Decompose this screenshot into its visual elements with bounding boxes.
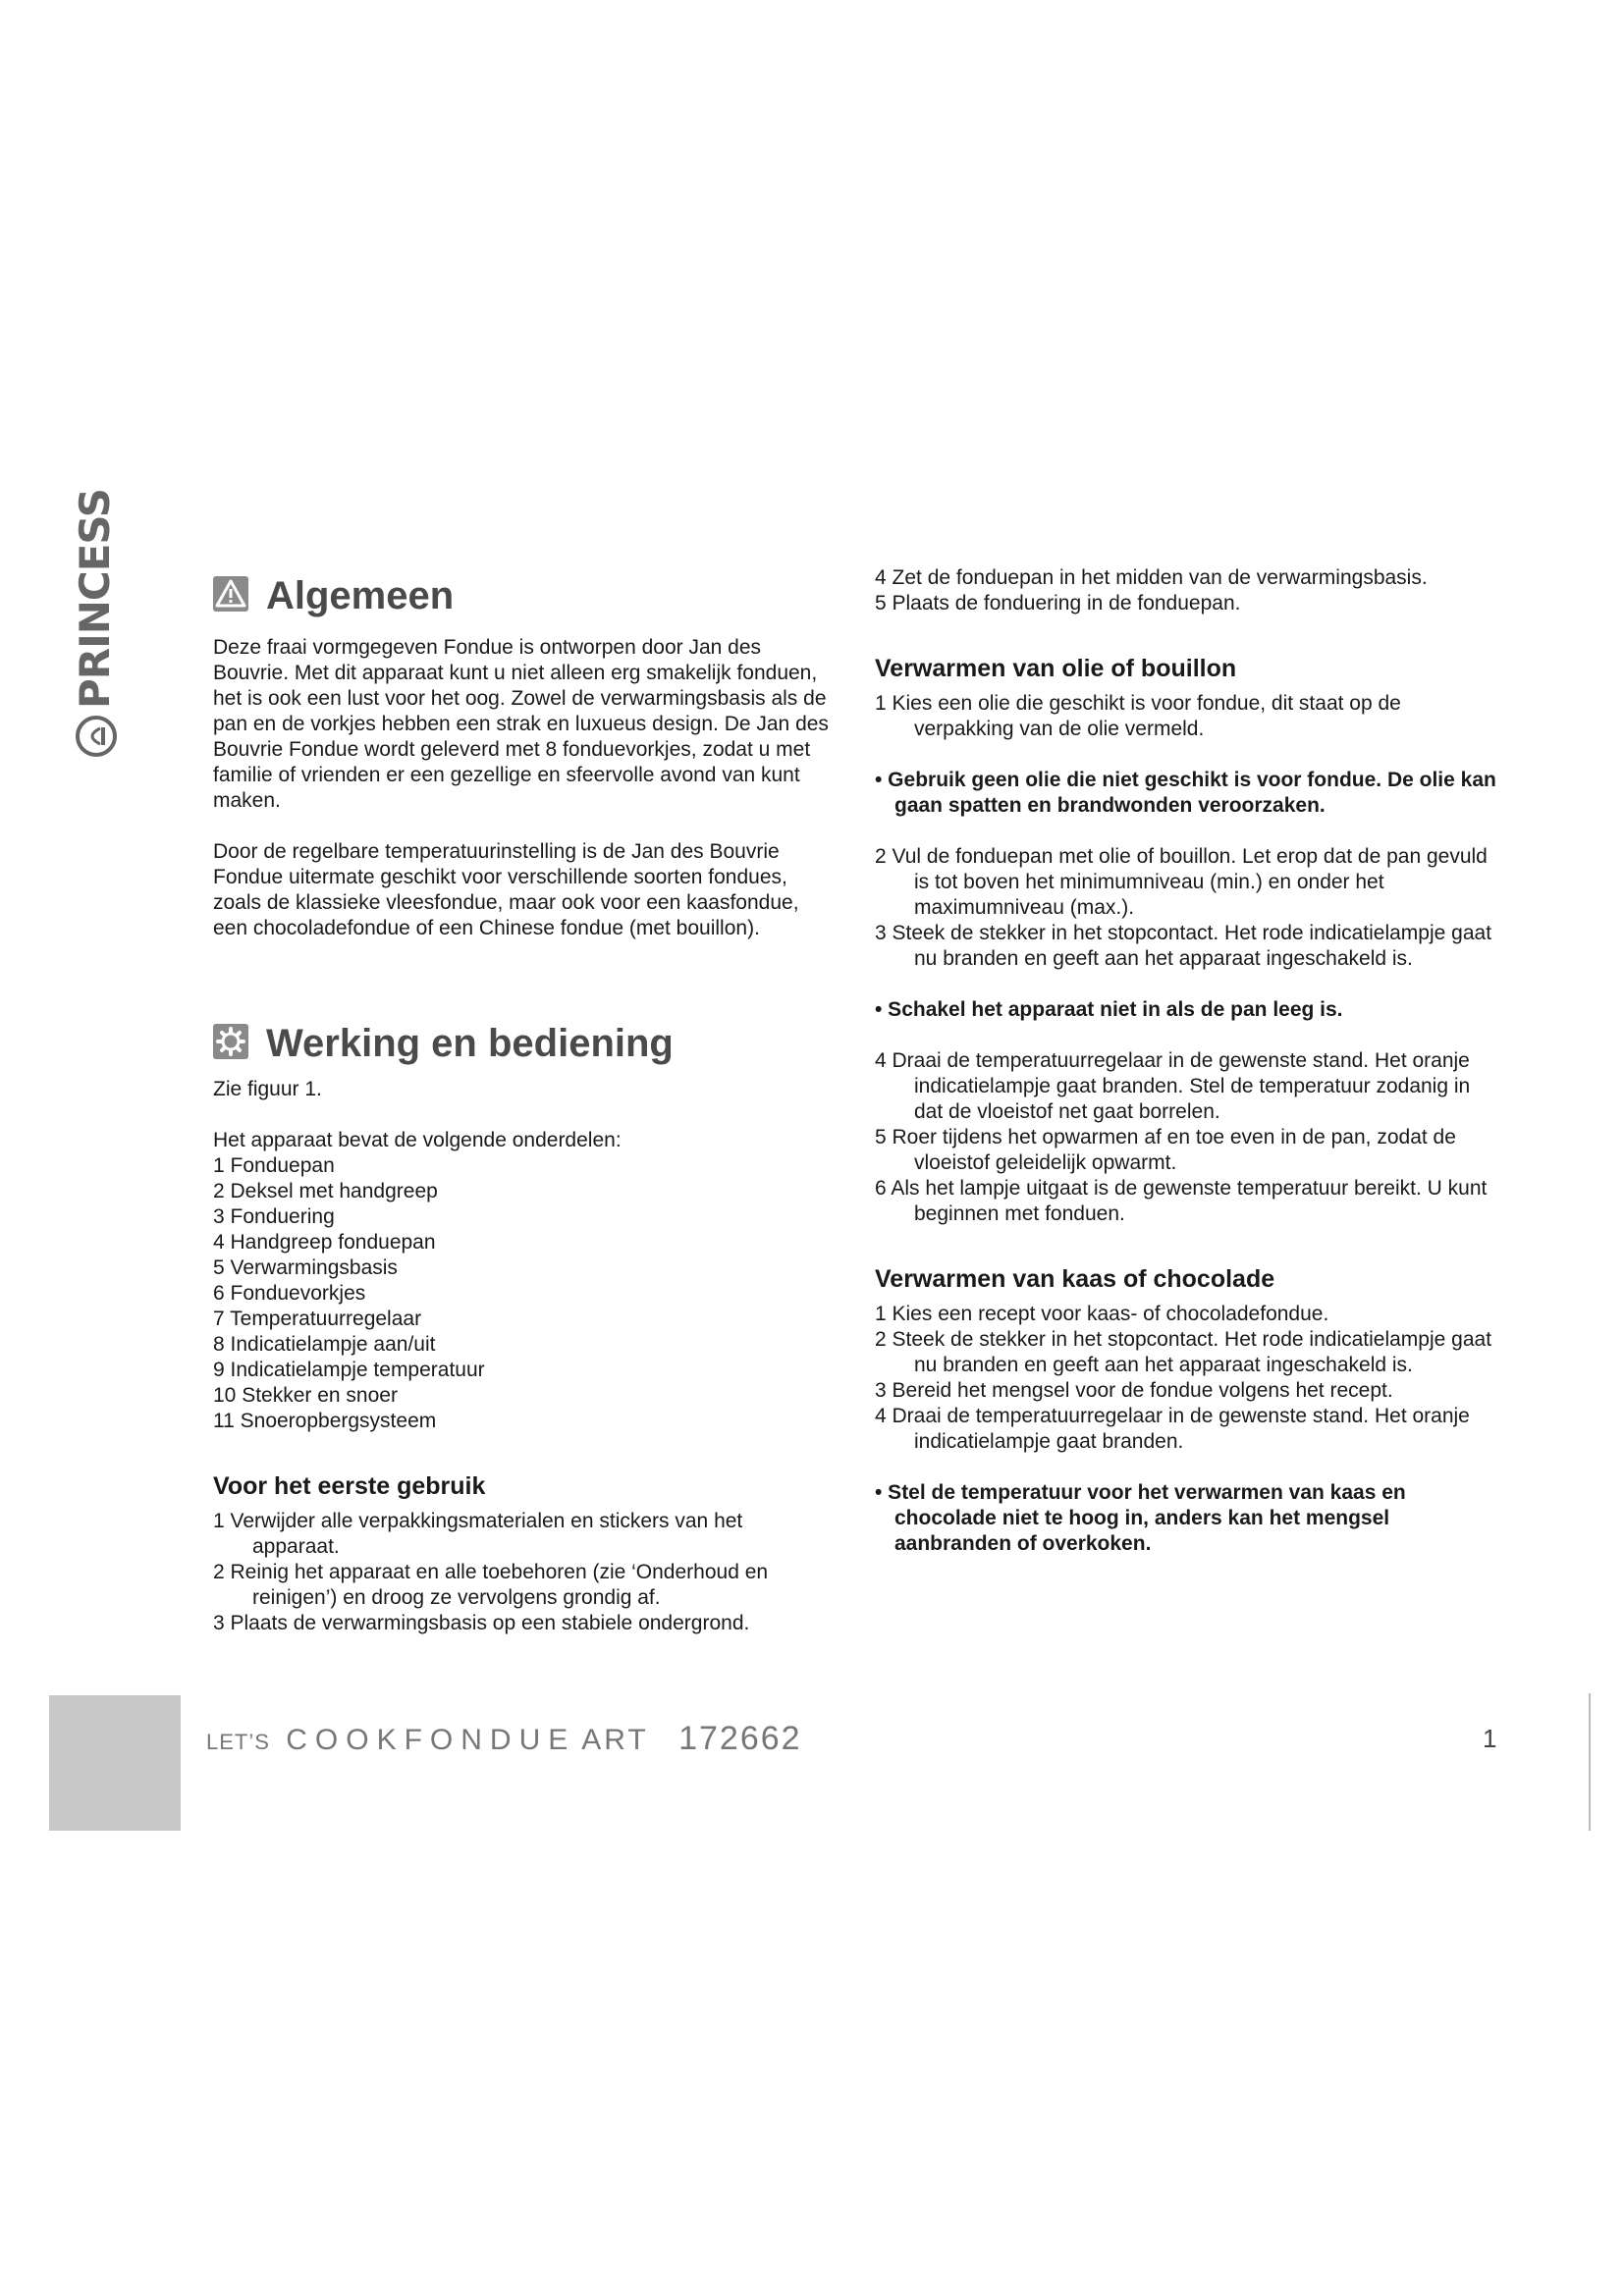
section-eerste-gebruik-title: Voor het eerste gebruik	[213, 1472, 486, 1500]
section-olie-title: Verwarmen van olie of bouillon	[875, 655, 1237, 682]
page-number: 1	[1483, 1724, 1497, 1753]
section-werking-heading	[213, 1022, 832, 1065]
list-item: 2 Vul de fonduepan met olie of bouillon. Let erop dat de pan gevuld is tot boven het minimumniveau (min.) en onder het maximumniveau (max.).	[875, 845, 1488, 919]
list-item: 5 Roer tijdens het opwarmen af en toe even in de pan, zodat de vloeistof geleidelijk opwarmt.	[875, 1126, 1456, 1174]
brand-logo	[71, 488, 179, 758]
list-item: 3 Steek de stekker in het stopcontact. Het rode indicatielampje gaat nu branden en geeft aan het apparaat ingeschakeld is.	[875, 922, 1492, 970]
warning-icon	[213, 576, 248, 612]
footer-gray-box	[49, 1695, 181, 1831]
olie-steps-3	[875, 1048, 1503, 1227]
olie-warning-1: • Gebruik geen olie die niet geschikt is voor fondue. De olie kan gaan spatten en brandwonden veroorzaken.	[875, 769, 1496, 817]
footer-cook: COOKFONDUE	[286, 1724, 576, 1756]
olie-step-1	[875, 691, 1503, 742]
algemeen-paragraph-2: Door de regelbare temperatuurinstelling is de Jan des Bouvrie Fondue uitermate geschikt voor verschillende soorten fondues, zoals de klassieke vleesfondue, maar ook voor een kaasfondue, een chocoladefondue of een Chinese fondue (met bouillon).	[213, 840, 799, 939]
list-item: 1 Kies een recept voor kaas- of chocoladefondue.	[875, 1303, 1329, 1325]
eerste-gebruik-steps	[213, 1509, 832, 1636]
list-item: 5 Plaats de fonduering in de fonduepan.	[875, 592, 1241, 614]
list-item: 1 Fonduepan	[213, 1154, 335, 1177]
list-item: 1 Verwijder alle verpakkingsmaterialen en stickers van het apparaat.	[213, 1510, 743, 1558]
section-algemeen-heading	[213, 574, 832, 617]
section-werking-title: Werking en bediening	[266, 1022, 674, 1065]
list-item: 4 Zet de fonduepan in het midden van de verwarmingsbasis.	[875, 566, 1428, 589]
brand-logo-text: PRINCESS	[71, 488, 119, 709]
list-item: 2 Deksel met handgreep	[213, 1180, 438, 1202]
list-item: 4 Handgreep fonduepan	[213, 1231, 436, 1254]
footer-divider	[1589, 1693, 1591, 1831]
parts-list	[213, 1153, 832, 1434]
footer-lets: LET’S	[206, 1730, 270, 1754]
list-item: 7 Temperatuurregelaar	[213, 1308, 422, 1330]
list-item: 4 Draai de temperatuurregelaar in de gewenste stand. Het oranje indicatielampje gaat branden.	[875, 1405, 1470, 1453]
list-item: 1 Kies een olie die geschikt is voor fondue, dit staat op de verpakking van de olie vermeld.	[875, 692, 1401, 740]
footer-title	[206, 1720, 802, 1758]
list-item: 3 Fonduering	[213, 1205, 335, 1228]
list-item: 4 Draai de temperatuurregelaar in de gewenste stand. Het oranje indicatielampje gaat branden. Stel de temperatuur zodanig in dat de vloeistof net gaat borrelen.	[875, 1049, 1471, 1123]
kaas-steps	[875, 1302, 1503, 1455]
olie-steps-2	[875, 844, 1503, 972]
olie-warning-2: • Schakel het apparaat niet in als de pan leeg is.	[875, 998, 1343, 1021]
section-algemeen-title: Algemeen	[266, 574, 455, 617]
right-column	[875, 565, 1503, 1557]
continued-steps	[875, 565, 1503, 616]
left-column	[213, 574, 832, 1636]
list-item: 6 Fonduevorkjes	[213, 1282, 366, 1305]
list-item: 11 Snoeropbergsysteem	[213, 1410, 437, 1432]
list-item: 2 Reinig het apparaat en alle toebehoren (zie ‘Onderhoud en reinigen’) en droog ze vervolgens grondig af.	[213, 1561, 769, 1609]
list-item: 8 Indicatielampje aan/uit	[213, 1333, 436, 1356]
list-item: 9 Indicatielampje temperatuur	[213, 1359, 485, 1381]
werking-intro: Het apparaat bevat de volgende onderdelen:	[213, 1129, 622, 1151]
list-item: 6 Als het lampje uitgaat is de gewenste temperatuur bereikt. U kunt beginnen met fonduen.	[875, 1177, 1488, 1225]
list-item: 10 Stekker en snoer	[213, 1384, 398, 1407]
kaas-warning: • Stel de temperatuur voor het verwarmen van kaas en chocolade niet te hoog in, anders kan het mengsel aanbranden of overkoken.	[875, 1481, 1406, 1555]
list-item: 2 Steek de stekker in het stopcontact. Het rode indicatielampje gaat nu branden en geeft aan het apparaat ingeschakeld is.	[875, 1328, 1492, 1376]
footer-article-number: 172662	[678, 1720, 802, 1757]
algemeen-paragraph-1: Deze fraai vormgegeven Fondue is ontworpen door Jan des Bouvrie. Met dit apparaat kunt u niet alleen erg smakelijk fonduen, het is ook een lust voor het oog. Zowel de verwarmingsbasis als de pan en de vorkjes hebben een strak en luxueus design. De Jan des Bouvrie Fondue wordt geleverd met 8 fonduevorkjes, zodat u met familie of vrienden er een gezellige en sfeervolle avond van kunt maken.	[213, 636, 829, 812]
list-item: 3 Plaats de verwarmingsbasis op een stabiele ondergrond.	[213, 1612, 750, 1634]
list-item: 3 Bereid het mengsel voor de fondue volgens het recept.	[875, 1379, 1393, 1402]
list-item: 5 Verwarmingsbasis	[213, 1256, 398, 1279]
werking-zie-figuur: Zie figuur 1.	[213, 1078, 322, 1100]
footer-art: ART	[581, 1724, 649, 1756]
gear-icon	[213, 1024, 248, 1059]
section-kaas-title: Verwarmen van kaas of chocolade	[875, 1265, 1275, 1293]
brand-crest-icon	[75, 715, 118, 758]
